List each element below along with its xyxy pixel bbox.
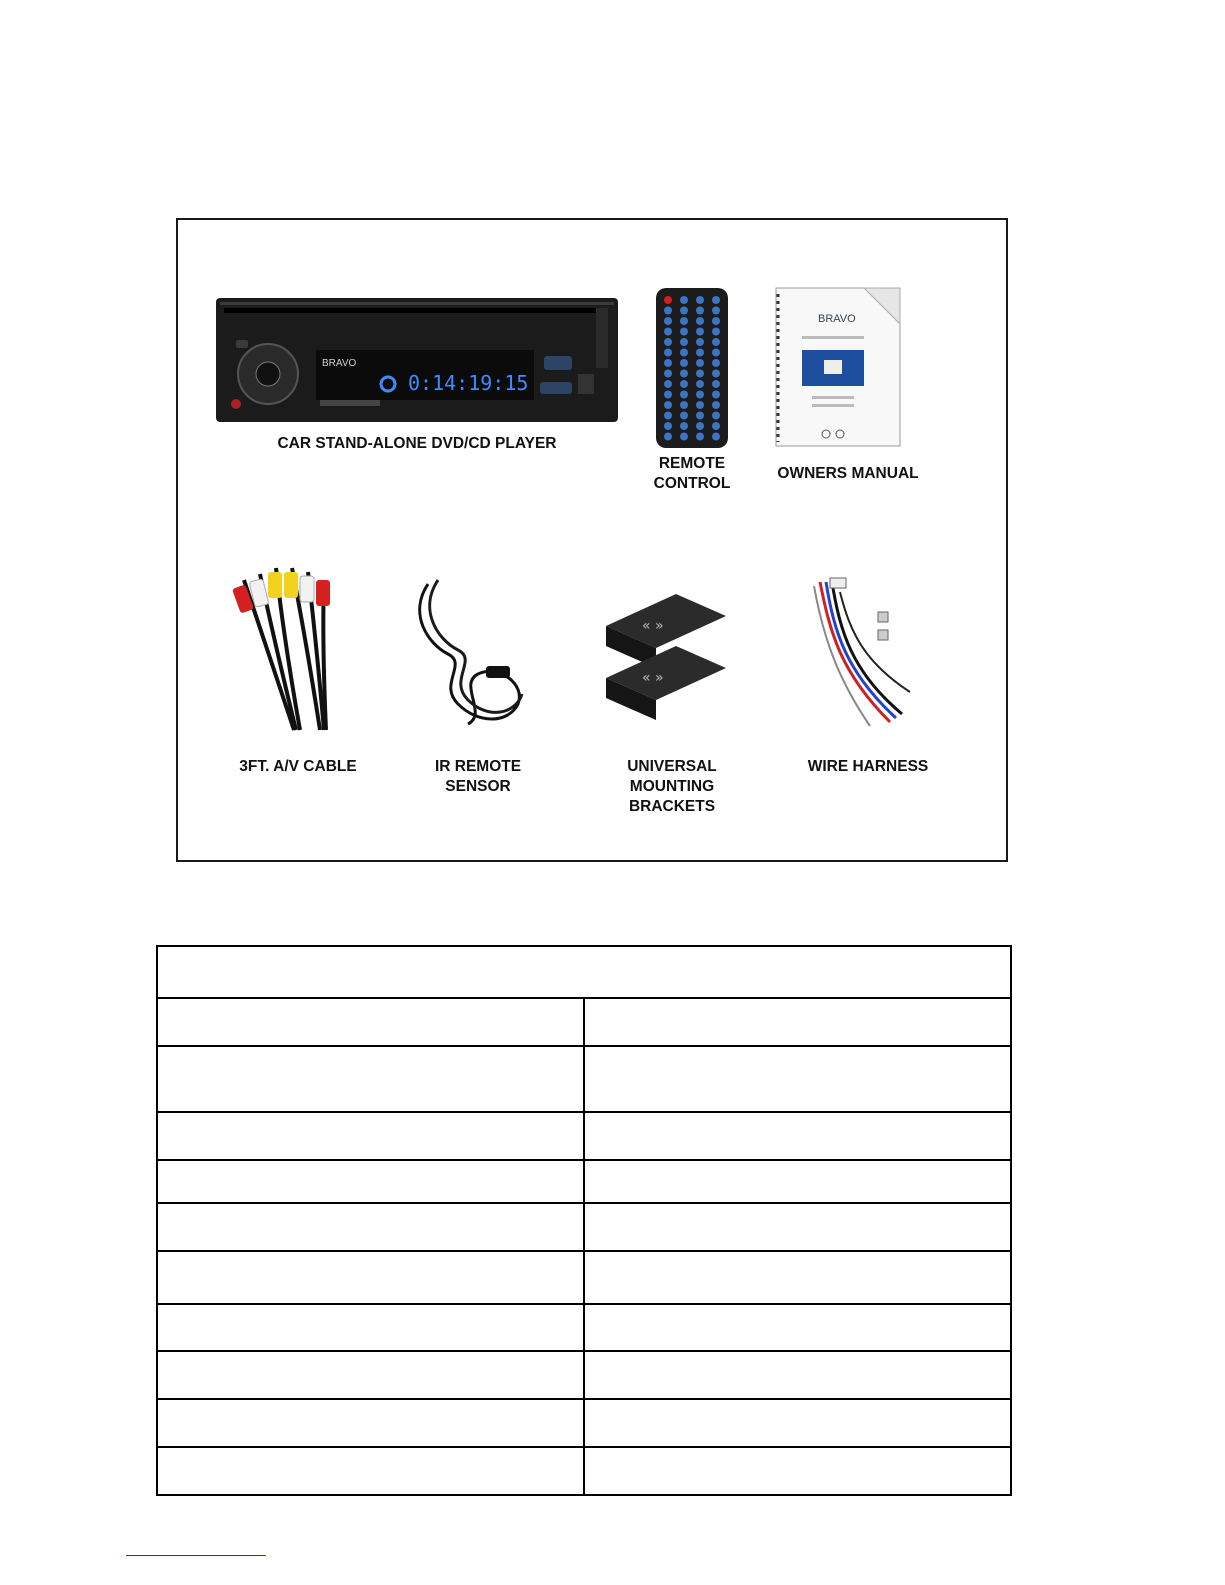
footnote-separator [126,1555,266,1556]
remote-button-dot [712,338,720,346]
table-cell [584,1351,1011,1399]
remote-button-dot [664,433,672,441]
table-cell [157,1251,584,1304]
remote-control-image [656,288,728,448]
table-row [157,1304,1011,1351]
player-brand-text: BRAVO [322,358,357,369]
remote-button-dot [664,401,672,409]
remote-button-dot [664,328,672,336]
table-row [157,1046,1011,1112]
remote-button-dot [664,296,672,304]
remote-button-dot [696,307,704,315]
remote-button-dot [712,391,720,399]
remote-button-dot [680,349,688,357]
remote-button-dot [664,422,672,430]
manual-brand-text: BRAVO [818,313,856,325]
remote-button-dot [696,401,704,409]
table-cell [157,1351,584,1399]
remote-button-dot [696,328,704,336]
label-wire-harness: WIRE HARNESS [807,758,929,775]
remote-button-dot [696,296,704,304]
remote-button-dot [664,370,672,378]
table-cell [157,1399,584,1447]
remote-button-dot [712,307,720,315]
remote-button-dot [696,412,704,420]
table-cell [584,998,1011,1046]
spec-table [156,945,1012,1496]
remote-button-dot [664,349,672,357]
table-row [157,1251,1011,1304]
remote-button-dot [680,380,688,388]
remote-button-dot [680,412,688,420]
table-cell [157,1046,584,1112]
remote-button-dot [696,359,704,367]
remote-button-dot [712,401,720,409]
remote-button-dot [696,370,704,378]
remote-button-dot [680,328,688,336]
remote-button-dot [680,370,688,378]
table-row [157,1112,1011,1160]
remote-button-dot [664,380,672,388]
label-dvd-player: CAR STAND-ALONE DVD/CD PLAYER [277,435,557,452]
remote-button-dot [680,307,688,315]
table-cell [157,1304,584,1351]
remote-button-dot [712,359,720,367]
remote-button-dot [712,328,720,336]
remote-button-dot [696,317,704,325]
remote-button-dot [696,380,704,388]
label-remote-control: REMOTE CONTROL [653,455,731,492]
table-cell [584,1304,1011,1351]
remote-button-dot [696,391,704,399]
remote-button-dot [664,338,672,346]
label-owners-manual: OWNERS MANUAL [777,465,919,482]
ir-sensor-image [408,574,532,730]
remote-button-dot [680,433,688,441]
table-cell [157,1112,584,1160]
table-cell [584,1251,1011,1304]
table-cell [157,1447,584,1495]
remote-button-dot [680,422,688,430]
remote-button-dot [712,317,720,325]
remote-button-dot [696,422,704,430]
table-row [157,1351,1011,1399]
table-cell [157,1160,584,1203]
remote-button-dot [680,317,688,325]
table-row [157,1399,1011,1447]
label-ir-sensor: IR REMOTE SENSOR [434,758,522,795]
remote-button-dot [696,338,704,346]
table-header-row [157,946,1011,998]
table-cell [584,1447,1011,1495]
remote-button-dot [664,391,672,399]
table-cell [157,998,584,1046]
package-contents-figure [176,218,1008,862]
remote-button-dot [712,412,720,420]
remote-button-dot [712,349,720,357]
remote-button-dot [664,412,672,420]
table-cell [157,1203,584,1251]
table-row [157,1447,1011,1495]
label-av-cable: 3FT. A/V CABLE [239,758,357,775]
remote-button-dot [696,433,704,441]
table-row [157,998,1011,1046]
label-mounting-brackets: UNIVERSAL MOUNTING BRACKETS [627,758,717,815]
table-row [157,1160,1011,1203]
table-row [157,1203,1011,1251]
owners-manual-image [772,284,904,450]
dvd-player-image [216,298,618,422]
remote-button-dot [712,296,720,304]
av-cable-image [224,550,342,732]
remote-button-dot [712,380,720,388]
remote-button-dot [664,359,672,367]
remote-button-dot [680,401,688,409]
wire-harness-image [800,572,918,728]
remote-button-dot [712,433,720,441]
svg-text:« »: « » [642,670,664,686]
remote-button-dot [680,359,688,367]
remote-button-dot [696,349,704,357]
svg-text:« »: « » [642,618,664,634]
remote-button-dot [712,370,720,378]
player-time-display: 0:14:19:15 [408,371,529,395]
remote-button-dot [680,391,688,399]
remote-button-dot [664,307,672,315]
mounting-brackets-image [596,586,732,726]
remote-button-dot [680,296,688,304]
table-cell [584,1203,1011,1251]
remote-button-dot [664,317,672,325]
table-cell [584,1112,1011,1160]
table-cell [584,1046,1011,1112]
remote-button-dot [712,422,720,430]
table-header-cell [157,946,1011,998]
table-cell [584,1399,1011,1447]
remote-button-dot [680,338,688,346]
table-cell [584,1160,1011,1203]
